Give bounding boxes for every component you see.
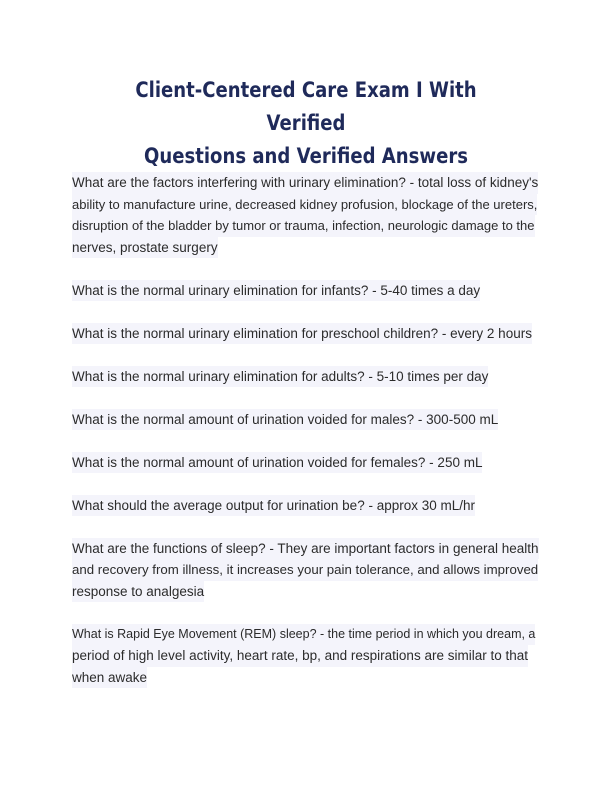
qa-line: What is the normal urinary elimination for adults? - 5-10 times per day xyxy=(72,366,488,388)
qa-line: nerves, prostate surgery xyxy=(72,237,218,259)
title-line-1: Client-Centered Care Exam I With Verified xyxy=(135,78,477,135)
qa-line: What should the average output for urination be? - approx 30 mL/hr xyxy=(72,495,475,517)
qa-item xyxy=(72,280,542,302)
document-title xyxy=(94,74,517,173)
qa-item xyxy=(72,624,542,689)
qa-line: What is the normal urinary elimination for preschool children? - every 2 hours xyxy=(72,323,532,345)
qa-line: What are the factors interfering with urinary elimination? - total loss of kidney's xyxy=(72,172,538,194)
qa-item xyxy=(72,172,542,258)
qa-line: What is the normal urinary elimination for infants? - 5-40 times a day xyxy=(72,280,480,302)
qa-line: disruption of the bladder by tumor or trauma, infection, neurologic damage to the xyxy=(72,215,535,237)
qa-item xyxy=(72,366,542,388)
qa-list xyxy=(72,172,542,710)
title-line-2: Questions and Verified Answers xyxy=(144,144,468,168)
qa-line: response to analgesia xyxy=(72,581,204,603)
qa-line: What are the functions of sleep? - They are important factors in general health xyxy=(72,538,539,560)
qa-line: period of high level activity, heart rate, bp, and respirations are similar to that xyxy=(72,645,528,667)
qa-item xyxy=(72,452,542,474)
qa-line: and recovery from illness, it increases your pain tolerance, and allows improved xyxy=(72,559,538,581)
qa-item xyxy=(72,538,542,603)
qa-line: What is the normal amount of urination voided for females? - 250 mL xyxy=(72,452,482,474)
qa-item xyxy=(72,323,542,345)
qa-line: What is the normal amount of urination voided for males? - 300-500 mL xyxy=(72,409,498,431)
qa-line: ability to manufacture urine, decreased kidney profusion, blockage of the ureters, xyxy=(72,194,537,216)
qa-line: when awake xyxy=(72,667,147,689)
qa-line: What is Rapid Eye Movement (REM) sleep? - the time period in which you dream, a xyxy=(72,624,535,646)
qa-item xyxy=(72,409,542,431)
qa-item xyxy=(72,495,542,517)
